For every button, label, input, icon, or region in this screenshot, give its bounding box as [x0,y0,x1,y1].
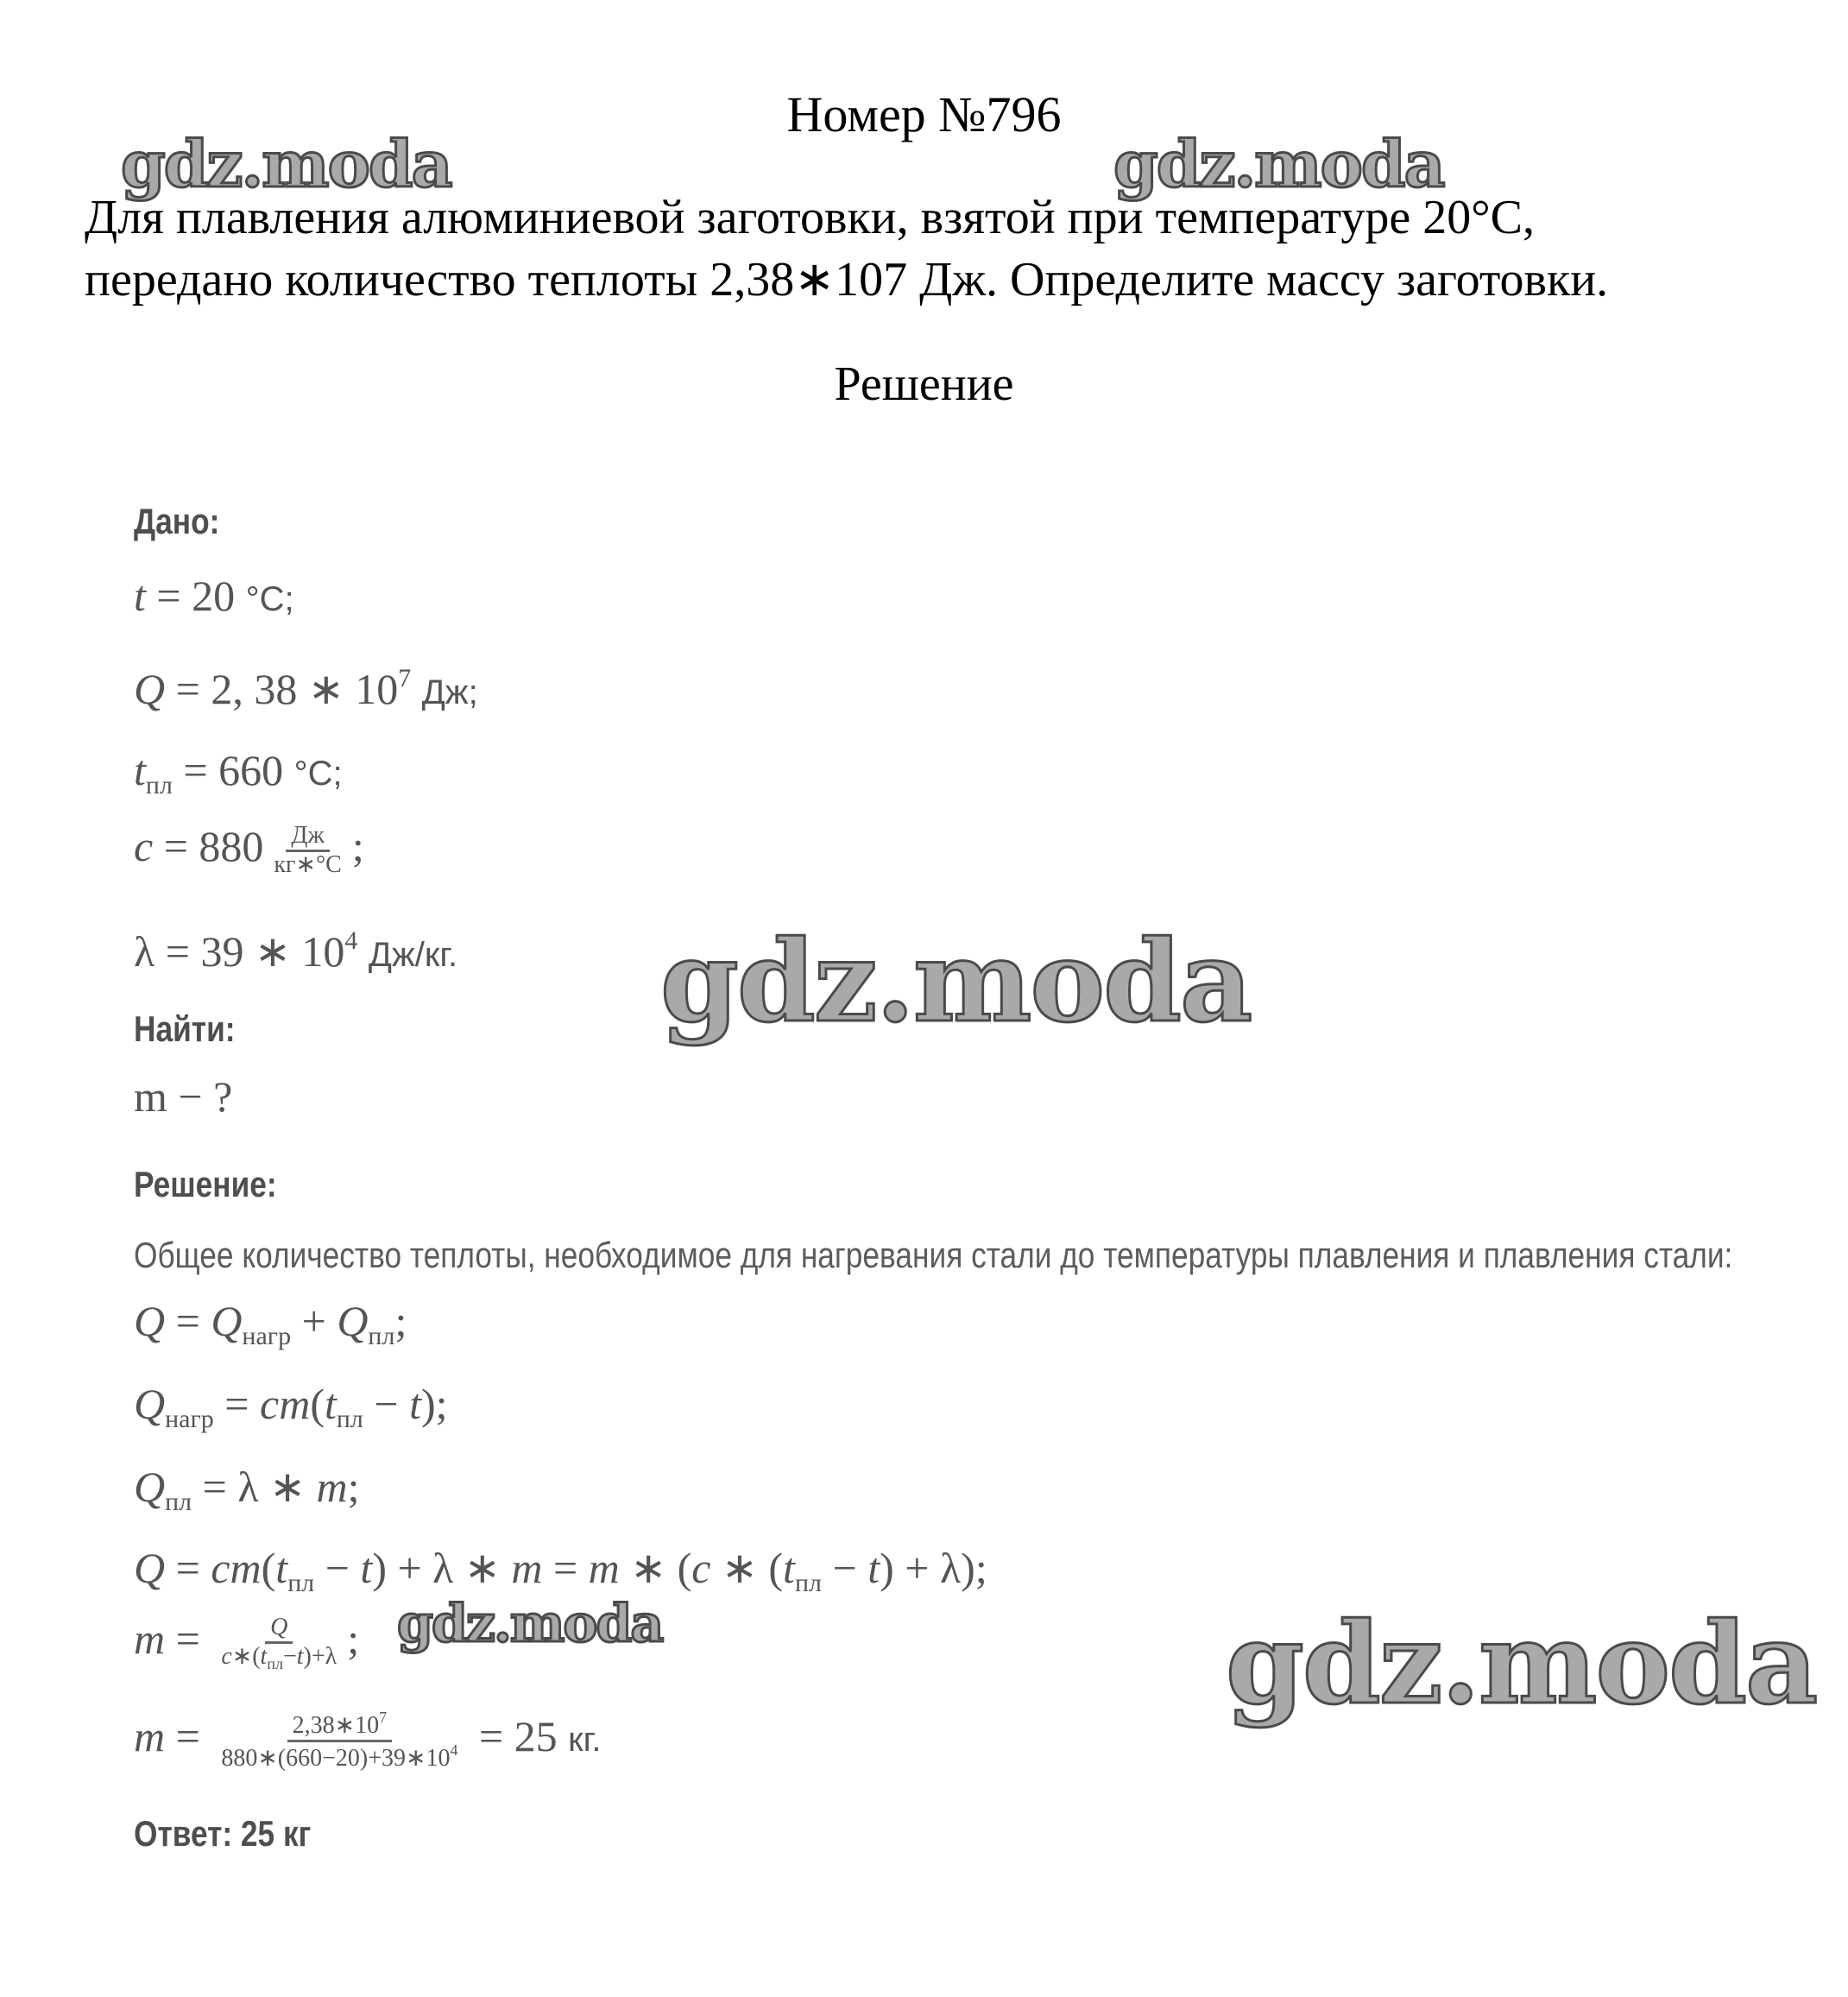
formula-heating: $Q_{нагр} = cm(t_{пл} - t)$; [134,1380,448,1433]
formula-melting: $Q_{пл} = \lambda$ ∗ m; [134,1463,360,1516]
formula-mass: m = $\frac{Q}{c∗(t_{пл}-t)+\lambda}$ ; [134,1613,360,1672]
solution-heading: Решение [834,357,1014,411]
problem-statement [85,186,1776,311]
watermark: gdz.moda [121,128,451,202]
given-c: c = 880 $\frac{Дж}{кг∗^\circ С}$ ; [134,822,364,879]
explanation-text: Общее количество теплоты, необходимое для нагревания стали до температуры плавления и плавления стали: [134,1235,1733,1275]
heat-capacity-unit-fraction: $\frac{Дж}{кг∗^\circ С}$ [274,822,342,879]
mass-fraction: $\frac{Q}{c∗(t_{пл}-t)+\lambda}$ [221,1613,337,1672]
watermark: gdz.moda [1113,128,1444,202]
problem-line: Для плавления алюминиевой заготовки, взятой при температуре 20°С, [85,191,1535,244]
watermark: gdz.moda [1226,1597,1817,1729]
watermark: gdz.moda [660,915,1252,1047]
watermark: gdz.moda [397,1594,663,1654]
page-title: Номер №796 [786,86,1062,142]
given-t: t = 20 °C; [134,572,294,620]
problem-line: передано количество теплоты 2,38∗107 Дж. Определите массу заготовки. [85,253,1609,307]
given-Q: Q = 2, 38 ∗ $10^7$ Дж; [134,664,478,713]
find-label: Найти: [134,1008,236,1049]
solution-label: Решение: [134,1164,277,1204]
find-value: m − ? [134,1072,233,1121]
final-fraction: $\frac{2,38∗10^7}{880∗(660-20)+39∗10^4}$ [221,1709,458,1772]
given-t-melt: $t_{пл} = 660$ °C; [134,746,343,799]
given-lambda: λ = 39 ∗ $10^4$ Дж/кг. [134,926,458,976]
formula-final: m = $\frac{2,38∗10^7}{880∗(660-20)+39∗10^4}$ = 25 кг. [134,1709,602,1772]
formula-total-heat: $Q = Q_{нагр} + Q_{пл}$; [134,1297,407,1350]
formula-combined: $Q = cm(t_{пл} - t) + \lambda$ ∗ m = m ∗ (c ∗ $(t_{пл} - t) + \lambda$); [134,1544,987,1597]
answer: Ответ: 25 кг [134,1813,312,1854]
given-label: Дано: [134,501,220,541]
